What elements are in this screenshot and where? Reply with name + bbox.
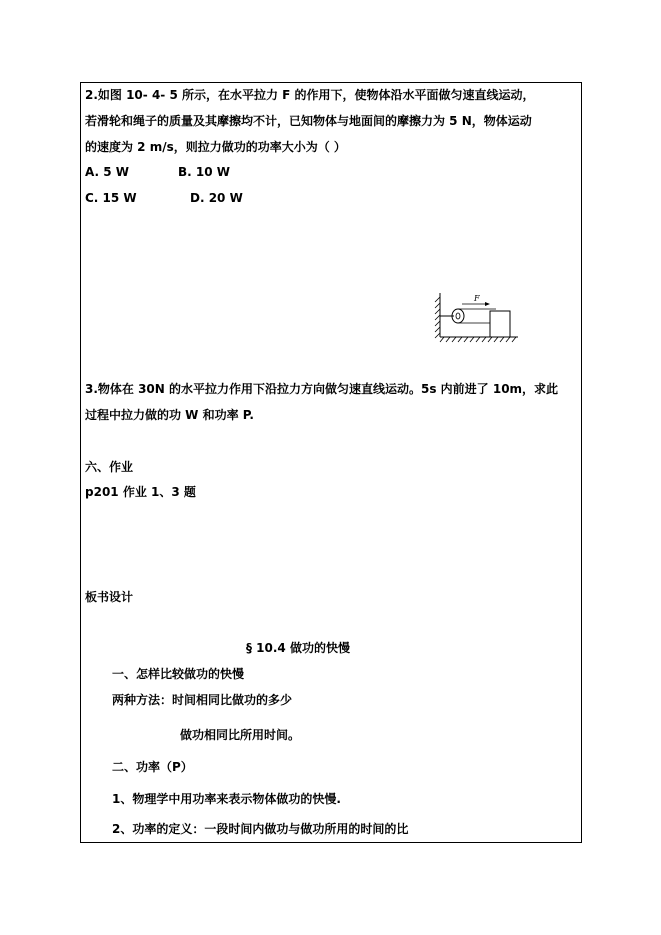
homework-text: p201 作业 1、3 题 — [85, 485, 196, 499]
option-c: C. 15 W — [85, 191, 137, 205]
board-point2: 2、功率的定义：一段时间内做功与做功所用的时间的比 — [112, 822, 409, 836]
question2-line1: 2.如图 10- 4- 5 所示，在水平拉力 F 的作用下，使物体沿水平面做匀速直线运动， — [85, 88, 535, 102]
table-cell-border — [80, 82, 582, 843]
question3-line2: 过程中拉力做的功 W 和功率 P. — [85, 408, 254, 422]
question3-line1: 3.物体在 30N 的水平拉力作用下沿拉力方向做匀速直线运动。5s 内前进了 10m，求此 — [85, 382, 559, 396]
board-section2: 二、功率（P） — [112, 760, 193, 774]
board-section1: 一、怎样比较做功的快慢 — [112, 667, 245, 681]
board-heading: 板书设计 — [85, 590, 134, 604]
option-d: D. 20 W — [190, 191, 243, 205]
board-point1: 1、物理学中用功率来表示物体做功的快慢. — [112, 792, 341, 806]
pulley-diagram — [432, 287, 522, 345]
force-arrowhead — [485, 302, 490, 306]
question2-line3: 的速度为 2 m/s，则拉力做功的功率大小为（ ） — [85, 140, 346, 154]
homework-heading: 六、作业 — [85, 460, 134, 474]
question2-line2: 若滑轮和绳子的质量及其摩擦均不计，已知物体与地面间的摩擦力为 5 N，物体运动 — [85, 114, 532, 128]
ground-hatch — [440, 337, 516, 342]
option-b: B. 10 W — [178, 165, 230, 179]
board-method2: 做功相同比所用时间。 — [180, 728, 301, 742]
option-a: A. 5 W — [85, 165, 130, 179]
board-method1: 两种方法：时间相同比做功的多少 — [112, 693, 293, 707]
pulley-axle — [456, 313, 460, 319]
force-label: F — [474, 294, 480, 303]
block — [490, 311, 510, 337]
wall-hatch — [435, 297, 440, 338]
board-title: § 10.4 做功的快慢 — [246, 641, 350, 655]
